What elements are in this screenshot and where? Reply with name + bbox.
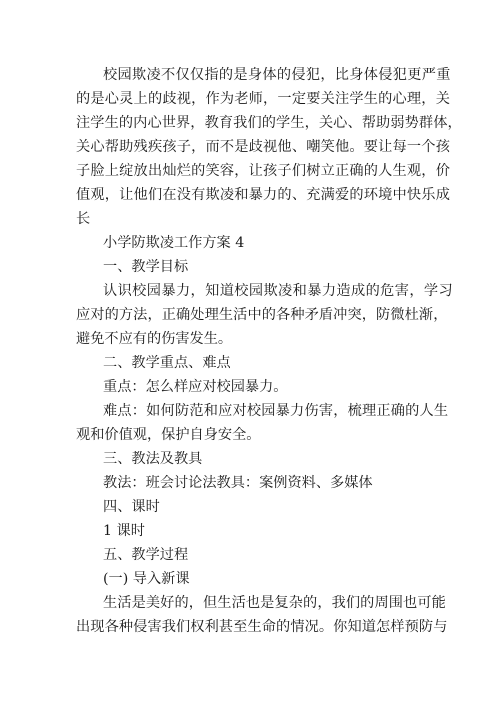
paragraph-line: 重点：怎么样应对校园暴力。 (103, 379, 288, 395)
paragraph-line: 子脸上绽放出灿烂的笑容，让孩子们树立正确的人生观，价 (76, 163, 451, 179)
heading-key-points: 二、教学重点、难点 (103, 355, 231, 371)
heading-methods: 三、教法及教具 (103, 451, 203, 467)
paragraph-line: 避免不应有的伤害发生。 (76, 331, 233, 347)
paragraph-line: 校园欺凌不仅仅指的是身体的侵犯，比身体侵犯更严重 (103, 67, 451, 83)
paragraph-line: 生活是美好的，但生活也是复杂的，我们的周围也可能 (103, 595, 446, 611)
paragraph-line: 的是心灵上的歧视，作为老师，一定要关注学生的心理，关 (76, 91, 451, 107)
paragraph-line: 1 课时 (103, 523, 145, 539)
heading-objectives: 一、教学目标 (103, 259, 189, 275)
paragraph-line: 观和价值观，保护自身安全。 (76, 427, 261, 443)
heading-class-hours: 四、课时 (103, 499, 160, 515)
paragraph-line: 认识校园暴力，知道校园欺凌和暴力造成的危害，学习 (103, 283, 454, 299)
subheading-intro: (一) 导入新课 (103, 571, 190, 587)
heading-process: 五、教学过程 (103, 547, 189, 563)
section-title: 小学防欺凌工作方案 4 (103, 235, 245, 251)
paragraph-line: 关心帮助残疾孩子，而不是歧视他、嘲笑他。要让每一个孩 (76, 139, 451, 155)
paragraph-line: 注学生的内心世界，教育我们的学生，关心、帮助弱势群体， (76, 115, 462, 131)
paragraph-line: 难点：如何防范和应对校园暴力伤害，梳理正确的人生 (103, 403, 449, 419)
paragraph-line: 长 (76, 211, 91, 227)
paragraph-line: 应对的方法，正确处理生活中的各种矛盾冲突，防微杜渐， (76, 307, 448, 323)
paragraph-line: 值观，让他们在没有欺凌和暴力的、充满爱的环境中快乐成 (76, 187, 451, 203)
paragraph-line: 出现各种侵害我们权利甚至生命的情况。你知道怎样预防与 (76, 619, 448, 635)
paragraph-line: 教法：班会讨论法教具：案例资料、多媒体 (103, 475, 373, 491)
